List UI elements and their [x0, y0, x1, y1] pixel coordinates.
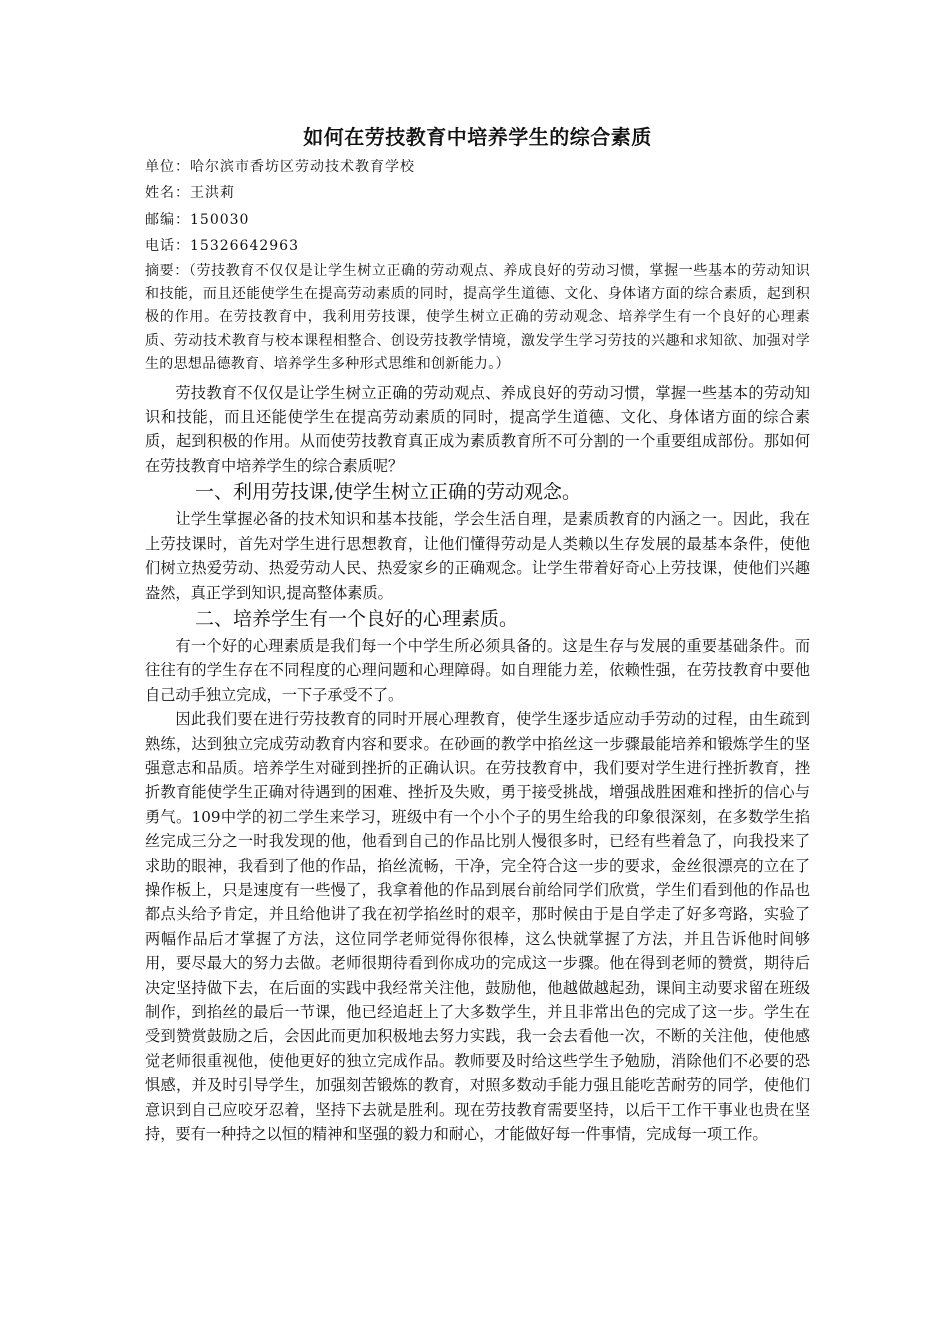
document-page — [145, 122, 810, 1146]
meta-unit: 单位：哈尔滨市香坊区劳动技术教育学校 — [145, 159, 415, 175]
section-1-paragraph: 让学生掌握必备的技术知识和基本技能，学会生活自理，是素质教育的内涵之一。因此，我在上劳技课时，首先对学生进行思想教育，让他们懂得劳动是人类赖以生存发展的最基本条件，使他们树立热爱劳动、热爱劳动人民、热爱家乡的正确观念。让学生带着好奇心上劳技课，使他们兴趣盎然，真正学到知识,提高整体素质。 — [145, 510, 810, 602]
intro-paragraph: 劳技教育不仅仅是让学生树立正确的劳动观点、养成良好的劳动习惯，掌握一些基本的劳动知识和技能，而且还能使学生在提高劳动素质的同时，提高学生道德、文化、身体诸方面的综合素质，起到积极的作用。从而使劳技教育真正成为素质教育所不可分割的一个重要组成部份。那如何在劳技教育中培养学生的综合素质呢？ — [145, 383, 810, 475]
section-2-paragraph-1: 有一个好的心理素质是我们每一个中学生所必须具备的。这是生存与发展的重要基础条件。而往往有的学生存在不同程度的心理问题和心理障碍。如自理能力差，依赖性强，在劳技教育中要他自己动手独立完成，一下子承受不了。 — [145, 636, 810, 704]
section-2-paragraph-2: 因此我们要在进行劳技教育的同时开展心理教育，使学生逐步适应动手劳动的过程，由生疏到熟练，达到独立完成劳动教育内容和要求。在砂画的教学中掐丝这一步骤最能培养和锻炼学生的坚强意志和品质。培养学生对碰到挫折的正确认识。在劳技教育中，我们要对学生进行挫折教育，挫折教育能使学生正确对待遇到的困难、挫折及失败，勇于接受挑战，增强战胜困难和挫折的信心与勇气。109中学的初二学生来学习，班级中有一个小个子的男生给我的印象很深刻，在多数学生掐丝完成三分之一时我发现的他，他看到自己的作品比别人慢很多时，已经有些着急了，向我投来了求助的眼神，我看到了他的作品，掐丝流畅，干净，完全符合这一步的要求，金丝很漂亮的立在了操作板上，只是速度有一些慢了，我拿着他的作品到展台前给同学们欣赏，学生们看到他的作品也都点头给予肯定，并且给他讲了我在初学掐丝时的艰辛，那时候由于是自学走了好多弯路，实验了两幅作品后才掌握了方法，这位同学老师觉得你很棒，这么快就掌握了方法，并且告诉他时间够用，要尽最大的努力去做。老师很期待看到你成功的完成这一步骤。他在得到老师的赞赏，期待后决定坚持做下去，在后面的实践中我经常关注他，鼓励他，他越做越起劲，课间主动要求留在班级制作，到掐丝的最后一节课，他已经追赶上了大多数学生，并且非常出色的完成了这一步。学生在受到赞赏鼓励之后，会因此而更加积极地去努力实践，我一会去看他一次，不断的关注他，使他感觉老师很重视他，使他更好的独立完成作品。教师要及时给这些学生予勉励，消除他们不必要的恐惧感，并及时引导学生，加强刻苦锻炼的教育，对照多数动手能力强且能吃苦耐劳的同学，使他们意识到自己应咬牙忍着，坚持下去就是胜利。现在劳技教育需要坚持，以后干工作干事业也贵在坚持，要有一种持之以恒的精神和坚强的毅力和耐心，才能做好每一件事情，完成每一项工作。 — [145, 710, 810, 1144]
document-title: 如何在劳技教育中培养学生的综合素质 — [303, 125, 652, 149]
section-1-heading: 一、利用劳技课,使学生树立正确的劳动观念。 — [195, 481, 582, 504]
meta-phone: 电话：15326642963 — [145, 238, 299, 255]
meta-name: 姓名：王洪莉 — [145, 185, 235, 202]
meta-postcode: 邮编：150030 — [145, 211, 250, 228]
section-2-heading: 二、培养学生有一个良好的心理素质。 — [195, 607, 519, 630]
abstract: 摘要：（劳技教育不仅仅是让学生树立正确的劳动观点、养成良好的劳动习惯，掌握一些基本的劳动知识和技能，而且还能使学生在提高劳动素质的同时，提高学生道德、文化、身体诸方面的综合素质，起到积极的作用。在劳技教育中，我利用劳技课，使学生树立正确的劳动观念、培养学生有一个良好的心理素质、劳动技术教育与校本课程相整合、创设劳技教学情境，激发学生学习劳技的兴趣和求知欲、加强对学生的思想品德教育、培养学生多种形式思维和创新能力。） — [145, 262, 810, 373]
